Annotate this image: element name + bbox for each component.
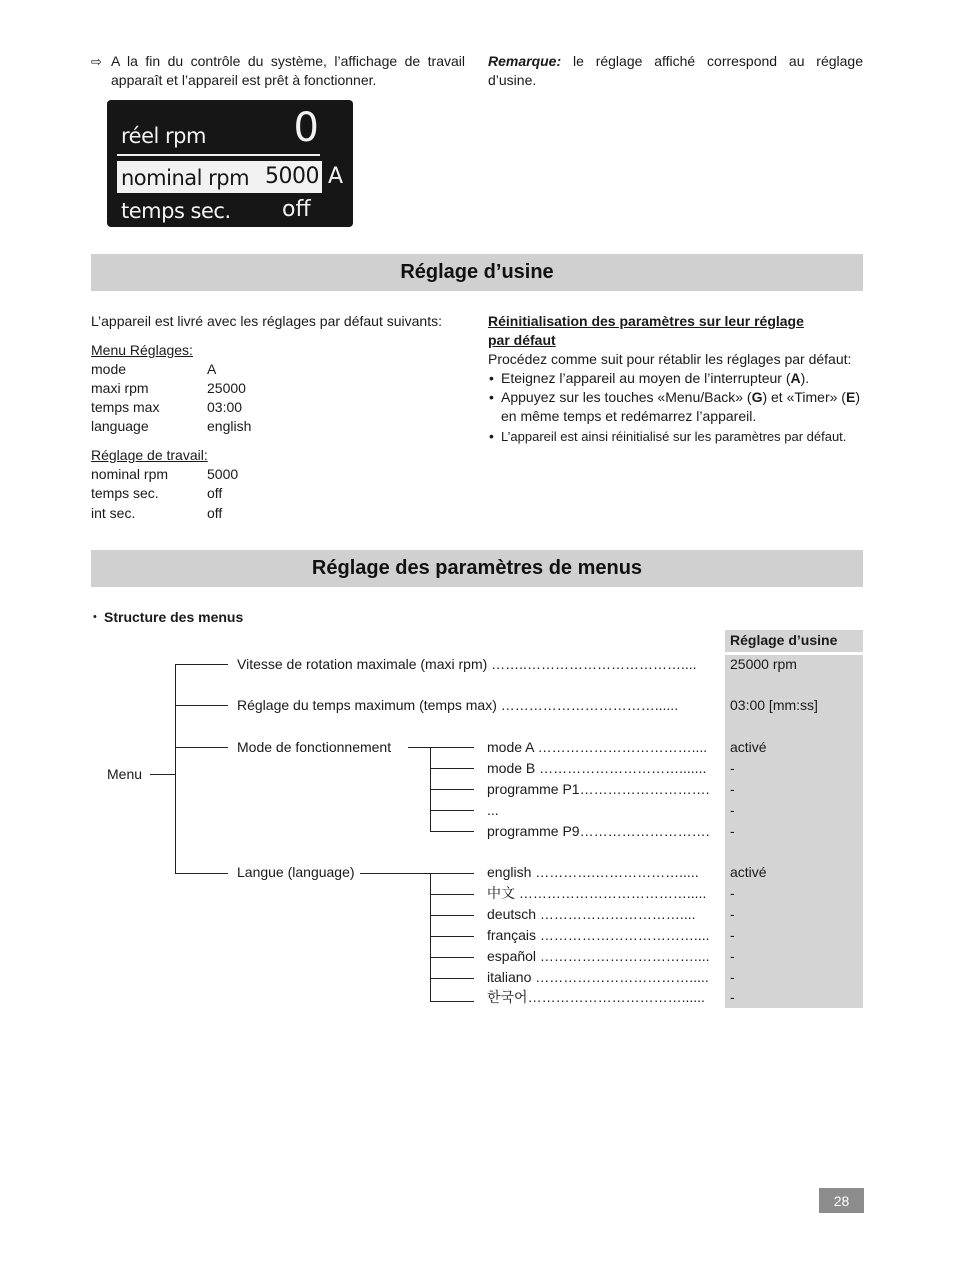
- tree-branch: [430, 936, 474, 937]
- factory-value: -: [730, 906, 735, 922]
- remark-text: le réglage affiché correspond au réglage: [572, 53, 864, 69]
- display-line2-mode: A: [328, 164, 344, 189]
- mode-option: programme P9……………………….: [487, 823, 710, 839]
- tree-branch: [175, 705, 228, 706]
- display-line2-label: nominal rpm: [121, 166, 250, 190]
- work-row-key: temps sec.: [91, 485, 159, 501]
- display-line3-label: temps sec.: [121, 199, 231, 223]
- tree-branch: [430, 894, 474, 895]
- lcd-display: [107, 100, 353, 227]
- mode-option: mode B ………………………….......: [487, 760, 707, 776]
- work-row-value: off: [207, 505, 223, 521]
- display-line1-value: 0: [293, 105, 319, 151]
- tree-branch: [360, 873, 474, 874]
- tree-root-connector: [150, 774, 175, 775]
- bullet: •: [93, 611, 97, 623]
- menu-root: Menu: [107, 766, 143, 782]
- language-option: deutsch …………………………....: [487, 906, 696, 922]
- menu-structure-label: Structure des menus: [104, 609, 244, 625]
- menu-settings-heading: Menu Réglages:: [91, 342, 193, 358]
- language-option: italiano …………………………….....: [487, 969, 709, 985]
- menu-row-value: A: [207, 361, 217, 377]
- reset-title-line1: Réinitialisation des paramètres sur leur réglage: [488, 313, 804, 329]
- factory-value: -: [730, 781, 735, 797]
- work-row-key: int sec.: [91, 505, 136, 521]
- mode-option: mode A ……………………………....: [487, 739, 708, 755]
- reset-step-1: Eteignez l’appareil au moyen de l’interrupteur (A).: [501, 370, 810, 386]
- intro-text-line2: apparaît et l’appareil est prêt à fonctionner.: [111, 72, 377, 88]
- factory-value: -: [730, 802, 735, 818]
- bullet: •: [489, 428, 494, 444]
- display-line1-label: réel rpm: [121, 124, 206, 148]
- remark-line2: d’usine.: [488, 72, 537, 88]
- bullet: •: [489, 389, 494, 405]
- page-number: 28: [819, 1188, 864, 1213]
- tree-branch: [175, 664, 228, 665]
- tree-branch: [430, 810, 474, 811]
- menu-row-key: temps max: [91, 399, 160, 415]
- menu-row-value: 25000: [207, 380, 246, 396]
- factory-value: -: [730, 948, 735, 964]
- tree-branch: [430, 978, 474, 979]
- work-row-value: 5000: [207, 466, 239, 482]
- factory-value: -: [730, 823, 735, 839]
- tree-branch: [430, 957, 474, 958]
- factory-value: -: [730, 760, 735, 776]
- tree-branch: [430, 768, 474, 769]
- work-settings-heading: Réglage de travail:: [91, 447, 208, 463]
- factory-value: -: [730, 969, 735, 985]
- arrow-icon: ⇨: [91, 54, 102, 69]
- tree-branch: [430, 831, 474, 832]
- factory-intro: L’appareil est livré avec les réglages par défaut suivants:: [91, 313, 442, 329]
- tree-trunk: [175, 664, 176, 874]
- reset-step-2-cont: en même temps et redémarrez l’appareil.: [501, 408, 757, 424]
- menu-item-language: Langue (language): [237, 864, 355, 880]
- language-option: english ………….……………….....: [487, 864, 699, 880]
- menu-row-value: english: [207, 418, 252, 434]
- language-option: français ……………………………....: [487, 927, 710, 943]
- factory-value: activé: [730, 739, 767, 755]
- menu-item-maxi-rpm: Vitesse de rotation maximale (maxi rpm) ……..……………………………....: [237, 656, 697, 672]
- remark-line1: [488, 52, 863, 72]
- menu-item-mode: Mode de fonctionnement: [237, 739, 392, 755]
- language-trunk: [430, 873, 431, 1001]
- display-divider: [117, 154, 320, 156]
- factory-value: activé: [730, 864, 767, 880]
- tree-branch: [175, 873, 228, 874]
- factory-value: -: [730, 989, 735, 1005]
- reset-title-line2: par défaut: [488, 332, 556, 348]
- factory-value: 25000 rpm: [730, 656, 797, 672]
- tree-branch: [430, 789, 474, 790]
- section-heading-menu-settings: Réglage des paramètres de menus: [91, 550, 863, 587]
- menu-row-key: mode: [91, 361, 127, 377]
- bullet: •: [489, 370, 494, 386]
- factory-value: -: [730, 885, 735, 901]
- factory-value: 03:00 [mm:ss]: [730, 697, 818, 713]
- menu-row-key: language: [91, 418, 149, 434]
- work-row-value: off: [207, 485, 223, 501]
- language-option: 한국어……………………………......: [487, 989, 705, 1005]
- display-line3-value: off: [282, 197, 311, 222]
- tree-branch: [175, 747, 228, 748]
- mode-option: ...: [487, 802, 499, 818]
- language-option: 中文 ……………………………….....: [487, 885, 707, 901]
- tree-branch: [408, 747, 474, 748]
- menu-row-key: maxi rpm: [91, 380, 149, 396]
- display-line2-value: 5000: [265, 164, 319, 189]
- menu-item-temps-max: Réglage du temps maximum (temps max) ……………………………......: [237, 697, 679, 713]
- tree-branch: [430, 1001, 474, 1002]
- section-heading-factory-settings: Réglage d’usine: [91, 254, 863, 291]
- reset-step-2: Appuyez sur les touches «Menu/Back» (G) et «Timer» (E): [501, 389, 860, 405]
- tree-branch: [430, 915, 474, 916]
- reset-step-3: L’appareil est ainsi réinitialisé sur les paramètres par défaut.: [501, 429, 847, 444]
- mode-option: programme P1……………………….: [487, 781, 710, 797]
- work-row-key: nominal rpm: [91, 466, 169, 482]
- reset-intro: Procédez comme suit pour rétablir les réglages par défaut:: [488, 351, 852, 367]
- factory-value: -: [730, 927, 735, 943]
- language-option: español ……………………………....: [487, 948, 710, 964]
- remark-label: Remarque:: [488, 53, 562, 69]
- factory-column-header: Réglage d’usine: [730, 632, 838, 648]
- intro-text-line1: A la fin du contrôle du système, l’affichage de travail: [111, 53, 465, 69]
- menu-row-value: 03:00: [207, 399, 243, 415]
